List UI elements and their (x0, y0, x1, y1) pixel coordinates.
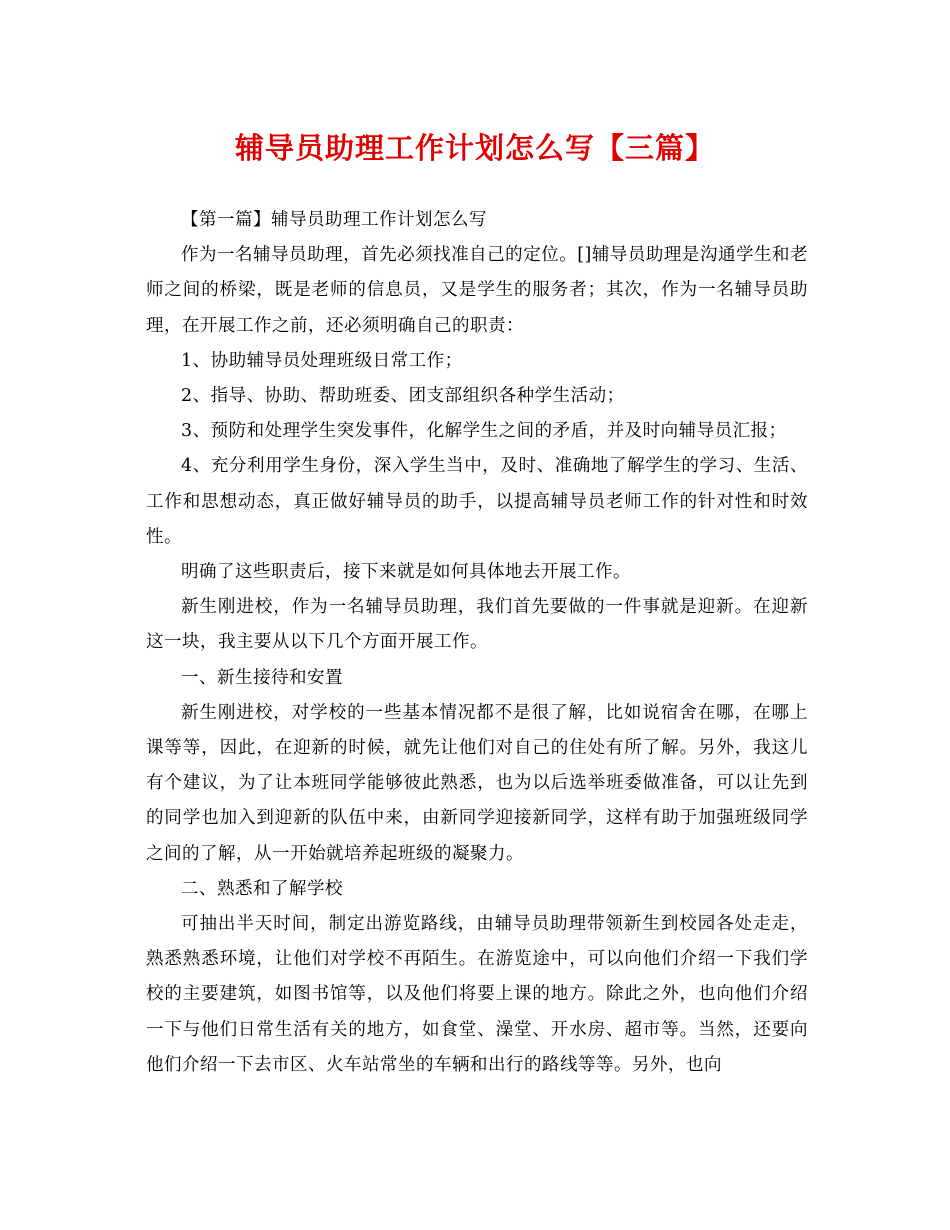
paragraph-intro: 作为一名辅导员助理，首先必须找准自己的定位。[]辅导员助理是沟通学生和老师之间的桥梁，既是老师的信息员，又是学生的服务者；其次，作为一名辅导员助理，在开展工作之前，还必须明确自己的职责： (146, 245, 808, 336)
section-heading-first: 【第一篇】辅导员助理工作计划怎么写 (181, 210, 487, 230)
paragraph-campus: 可抽出半天时间，制定出游览路线，由辅导员助理带领新生到校园各处走走，熟悉熟悉环境，让他们对学校不再陌生。在游览途中，可以向他们介绍一下我们学校的主要建筑，如图书馆等，以及他们将要上课的地方。除此之外，也向他们介绍一下与他们日常生活有关的地方，如食堂、澡堂、开水房、超市等。当然，还要向他们介绍一下去市区、火车站常坐的车辆和出行的路线等等。另外，也向 (146, 914, 808, 1075)
paragraph-reception: 新生刚进校，对学校的一些基本情况都不是很了解，比如说宿舍在哪，在哪上课等等，因此，在迎新的时候，就先让他们对自己的住处有所了解。另外，我这儿有个建议，为了让本班同学能够彼此熟悉，也为以后选举班委做准备，可以让先到的同学也加入到迎新的队伍中来，由新同学迎接新同学，这样有助于加强班级同学之间的了解，从一开始就培养起班级的凝聚力。 (146, 702, 808, 864)
subheading-campus: 二、熟悉和了解学校 (181, 878, 343, 899)
duty-item-2: 2、指导、协助、帮助班委、团支部组织各种学生活动； (181, 386, 625, 407)
duty-item-1: 1、协助辅导员处理班级日常工作； (181, 350, 463, 371)
subheading-reception: 一、新生接待和安置 (181, 667, 343, 688)
duty-item-4: 4、充分利用学生身份，深入学生当中，及时、准确地了解学生的学习、生活、工作和思想动态，真正做好辅导员的助手，以提高辅导员老师工作的针对性和时效性。 (146, 456, 808, 547)
document-body (146, 203, 808, 1083)
duty-item-3: 3、预防和处理学生突发事件，化解学生之间的矛盾，并及时向辅导员汇报； (181, 421, 787, 442)
paragraph-welcome: 新生刚进校，作为一名辅导员助理，我们首先要做的一件事就是迎新。在迎新这一块，我主要从以下几个方面开展工作。 (146, 597, 808, 653)
paragraph-transition: 明确了这些职责后，接下来就是如何具体地去开展工作。 (181, 562, 631, 583)
document-title: 辅导员助理工作计划怎么写【三篇】 (234, 131, 715, 165)
